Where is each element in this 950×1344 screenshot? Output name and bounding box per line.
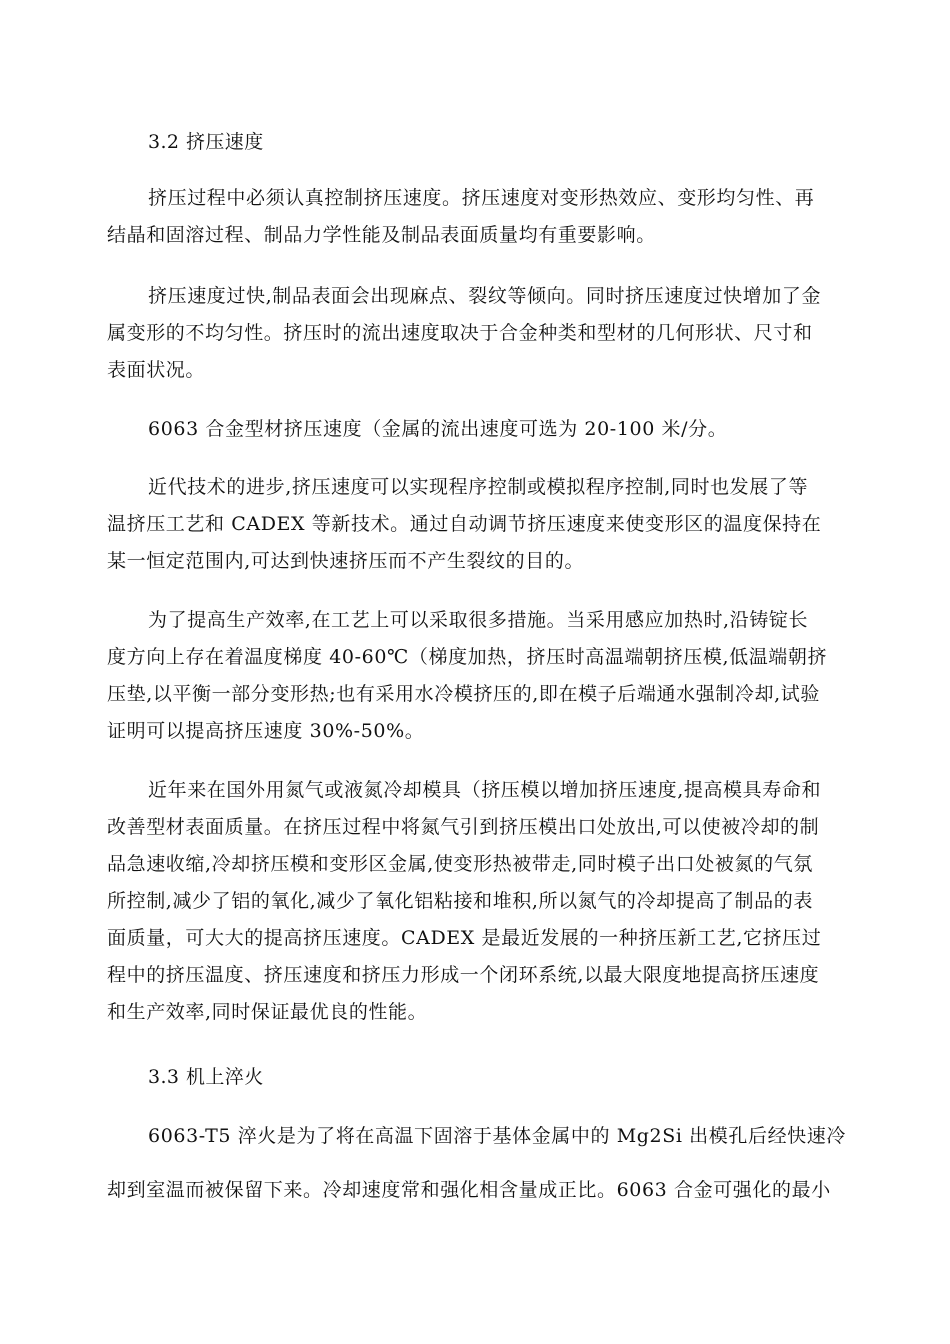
paragraph-line: 6063 合金型材挤压速度（金属的流出速度可选为 20-100 米/分。 <box>148 418 728 440</box>
paragraph-line: 品急速收缩,冷却挤压模和变形区金属,使变形热被带走,同时模子出口处被氮的气氛 <box>107 853 813 875</box>
paragraph-line: 温挤压工艺和 CADEX 等新技术。通过自动调节挤压速度来使变形区的温度保持在 <box>107 513 822 535</box>
section-heading-3-2 <box>148 130 264 154</box>
paragraph-line: 结晶和固溶过程、制品力学性能及制品表面质量均有重要影响。 <box>107 224 656 246</box>
section-heading-3-3 <box>148 1065 264 1089</box>
paragraph-line: 为了提高生产效率,在工艺上可以采取很多措施。当采用感应加热时,沿铸锭长 <box>148 609 809 631</box>
paragraph-line: 所控制,减少了铝的氧化,减少了氧化铝粘接和堆积,所以氮气的冷却提高了制品的表 <box>107 890 813 912</box>
section-number: 3.2 <box>148 131 180 153</box>
paragraph-line: 却到室温而被保留下来。冷却速度常和强化相含量成正比。6063 合金可强化的最小 <box>107 1179 831 1201</box>
paragraph-line: 和生产效率,同时保证最优良的性能。 <box>107 1001 428 1023</box>
paragraph-line: 度方向上存在着温度梯度 40-60℃（梯度加热，挤压时高温端朝挤压模,低温端朝挤 <box>107 646 828 668</box>
paragraph-line: 某一恒定范围内,可达到快速挤压而不产生裂纹的目的。 <box>107 550 585 572</box>
section-number: 3.3 <box>148 1066 180 1088</box>
paragraph-line: 属变形的不均匀性。挤压时的流出速度取决于合金种类和型材的几何形状、尺寸和 <box>107 322 813 344</box>
paragraph-line: 压垫,以平衡一部分变形热;也有采用水冷模挤压的,即在模子后端通水强制冷却,试验 <box>107 683 820 705</box>
paragraph-line: 近年来在国外用氮气或液氮冷却模具（挤压模以增加挤压速度,提高模具寿命和 <box>148 779 822 801</box>
paragraph-line: 改善型材表面质量。在挤压过程中将氮气引到挤压模出口处放出,可以使被冷却的制 <box>107 816 820 838</box>
section-title: 机上淬火 <box>186 1066 264 1088</box>
paragraph-line: 挤压过程中必须认真控制挤压速度。挤压速度对变形热效应、变形均匀性、再 <box>148 187 815 209</box>
paragraph-line: 程中的挤压温度、挤压速度和挤压力形成一个闭环系统,以最大限度地提高挤压速度 <box>107 964 820 986</box>
paragraph-line: 近代技术的进步,挤压速度可以实现程序控制或模拟程序控制,同时也发展了等 <box>148 476 809 498</box>
paragraph-line: 挤压速度过快,制品表面会出现麻点、裂纹等倾向。同时挤压速度过快增加了金 <box>148 285 822 307</box>
paragraph-line: 6063-T5 淬火是为了将在高温下固溶于基体金属中的 Mg2Si 出模孔后经快速冷 <box>148 1125 846 1147</box>
paragraph-line: 证明可以提高挤压速度 30%-50%。 <box>107 720 425 742</box>
section-title: 挤压速度 <box>186 131 264 153</box>
paragraph-line: 面质量，可大大的提高挤压速度。CADEX 是最近发展的一种挤压新工艺,它挤压过 <box>107 927 822 949</box>
paragraph-line: 表面状况。 <box>107 359 206 381</box>
